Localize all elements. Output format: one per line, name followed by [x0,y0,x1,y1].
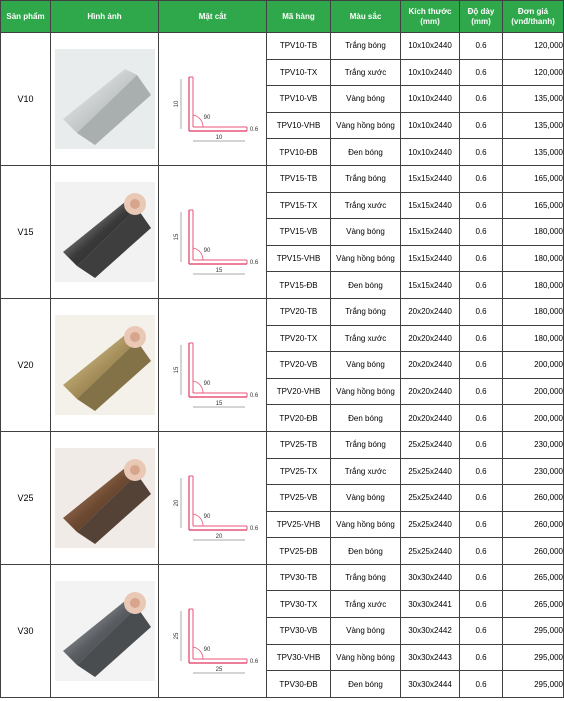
product-code-cell: TPV15-VHB [267,245,331,272]
product-image-cell [51,33,159,166]
price-cell: 265,000 [503,564,564,591]
dimension-a-label: 20 [173,499,180,507]
color-cell: Đen bóng [331,139,401,166]
thickness-cell: 0.6 [460,671,503,698]
thickness-cell: 0.6 [460,378,503,405]
angle-label: 90 [203,646,210,653]
product-code-cell: TPV30-VHB [267,644,331,671]
angle-label: 90 [203,247,210,254]
thickness-cell: 0.6 [460,325,503,352]
cross-section-cell [159,298,267,431]
size-cell: 25x25x2440 [401,458,460,485]
product-name-cell: V20 [1,298,51,431]
product-name-cell: V25 [1,431,51,564]
product-code-cell: TPV30-TB [267,564,331,591]
angle-arc [193,115,203,127]
product-code-cell: TPV25-VB [267,485,331,512]
cross-section-drawing [163,182,263,282]
product-image-cell [51,431,159,564]
thickness-cell: 0.6 [460,538,503,565]
thickness-cell: 0.6 [460,511,503,538]
product-name-cell: V30 [1,564,51,697]
angle-arc [193,248,203,260]
thickness-cell: 0.6 [460,272,503,299]
color-cell: Vàng hồng bóng [331,644,401,671]
size-cell: 15x15x2440 [401,165,460,192]
thickness-cell: 0.6 [460,618,503,645]
product-code-cell: TPV20-TX [267,325,331,352]
header-section: Mặt cắt [159,1,267,33]
header-price: Đơn giá (vnđ/thanh) [503,1,564,33]
product-photo [55,448,155,548]
thickness-cell: 0.6 [460,192,503,219]
cross-section-cell [159,564,267,697]
color-cell: Trắng xước [331,458,401,485]
price-cell: 295,000 [503,644,564,671]
thickness-cell: 0.6 [460,591,503,618]
product-code-cell: TPV25-TB [267,431,331,458]
product-code-cell: TPV30-TX [267,591,331,618]
dimension-a-label: 15 [173,233,180,241]
color-cell: Vàng bóng [331,485,401,512]
thickness-cell: 0.6 [460,86,503,113]
product-code-cell: TPV10-VHB [267,112,331,139]
product-code-cell: TPV20-ĐB [267,405,331,432]
thickness-cell: 0.6 [460,352,503,379]
product-code-cell: TPV25-ĐB [267,538,331,565]
thickness-cell: 0.6 [460,644,503,671]
rose-center [130,598,140,608]
product-image-cell [51,165,159,298]
color-cell: Trắng bóng [331,298,401,325]
color-cell: Vàng hồng bóng [331,511,401,538]
header-image: Hình ảnh [51,1,159,33]
header-product: Sản phẩm [1,1,51,33]
dimension-b-label: 15 [215,267,222,274]
price-cell: 180,000 [503,245,564,272]
thickness-cell: 0.6 [460,112,503,139]
color-cell: Đen bóng [331,671,401,698]
cross-section-cell [159,165,267,298]
product-code-cell: TPV15-ĐB [267,272,331,299]
price-cell: 200,000 [503,352,564,379]
dimension-b-label: 20 [215,533,222,540]
thickness-cell: 0.6 [460,165,503,192]
thickness-label: 0.6 [249,658,258,665]
price-cell: 295,000 [503,618,564,645]
color-cell: Vàng bóng [331,86,401,113]
size-cell: 30x30x2441 [401,591,460,618]
angle-arc [193,381,203,393]
price-cell: 260,000 [503,511,564,538]
color-cell: Trắng bóng [331,564,401,591]
price-cell: 180,000 [503,325,564,352]
size-cell: 10x10x2440 [401,86,460,113]
table-row [1,165,564,192]
color-cell: Đen bóng [331,272,401,299]
size-cell: 20x20x2440 [401,298,460,325]
color-cell: Đen bóng [331,405,401,432]
angle-arc [193,514,203,526]
product-image-cell [51,298,159,431]
thickness-label: 0.6 [249,392,258,399]
product-code-cell: TPV15-TB [267,165,331,192]
size-cell: 10x10x2440 [401,139,460,166]
size-cell: 10x10x2440 [401,112,460,139]
thickness-cell: 0.6 [460,59,503,86]
angle-label: 90 [203,380,210,387]
table-row [1,431,564,458]
product-image-cell [51,564,159,697]
price-cell: 180,000 [503,219,564,246]
color-cell: Vàng hồng bóng [331,378,401,405]
price-cell: 260,000 [503,485,564,512]
color-cell: Trắng xước [331,591,401,618]
product-photo [55,581,155,681]
price-cell: 120,000 [503,33,564,60]
color-cell: Trắng xước [331,325,401,352]
price-cell: 135,000 [503,86,564,113]
price-cell: 200,000 [503,378,564,405]
thickness-cell: 0.6 [460,219,503,246]
product-code-cell: TPV30-ĐB [267,671,331,698]
header-code: Mã hàng [267,1,331,33]
product-code-cell: TPV10-TB [267,33,331,60]
table-row [1,33,564,60]
thickness-cell: 0.6 [460,33,503,60]
size-cell: 30x30x2444 [401,671,460,698]
color-cell: Đen bóng [331,538,401,565]
size-cell: 25x25x2440 [401,511,460,538]
price-cell: 165,000 [503,165,564,192]
cross-section-drawing [163,315,263,415]
size-cell: 15x15x2440 [401,192,460,219]
price-cell: 265,000 [503,591,564,618]
rose-center [130,199,140,209]
thickness-cell: 0.6 [460,564,503,591]
size-cell: 30x30x2443 [401,644,460,671]
size-cell: 10x10x2440 [401,33,460,60]
rose-center [130,465,140,475]
angle-label: 90 [203,513,210,520]
size-cell: 20x20x2440 [401,378,460,405]
price-cell: 230,000 [503,458,564,485]
table-row [1,298,564,325]
header-color: Màu sắc [331,1,401,33]
product-code-cell: TPV25-VHB [267,511,331,538]
price-cell: 165,000 [503,192,564,219]
size-cell: 25x25x2440 [401,485,460,512]
dimension-a-label: 15 [173,366,180,374]
product-code-cell: TPV30-VB [267,618,331,645]
color-cell: Vàng bóng [331,618,401,645]
price-cell: 180,000 [503,298,564,325]
product-code-cell: TPV10-ĐB [267,139,331,166]
cross-section-drawing [163,49,263,149]
product-code-cell: TPV10-VB [267,86,331,113]
cross-section-cell [159,33,267,166]
product-code-cell: TPV25-TX [267,458,331,485]
price-cell: 295,000 [503,671,564,698]
thickness-cell: 0.6 [460,431,503,458]
table-row [1,564,564,591]
color-cell: Trắng xước [331,192,401,219]
color-cell: Trắng bóng [331,431,401,458]
cross-section-drawing [163,448,263,548]
price-cell: 135,000 [503,112,564,139]
price-cell: 135,000 [503,139,564,166]
thickness-cell: 0.6 [460,298,503,325]
size-cell: 25x25x2440 [401,538,460,565]
thickness-label: 0.6 [249,525,258,532]
product-photo [55,315,155,415]
dimension-b-label: 10 [215,134,222,141]
size-cell: 15x15x2440 [401,219,460,246]
thickness-label: 0.6 [249,126,258,133]
price-cell: 120,000 [503,59,564,86]
header-thickness: Độ dày (mm) [460,1,503,33]
price-cell: 230,000 [503,431,564,458]
product-code-cell: TPV20-VHB [267,378,331,405]
size-cell: 15x15x2440 [401,245,460,272]
size-cell: 20x20x2440 [401,325,460,352]
color-cell: Vàng hồng bóng [331,245,401,272]
color-cell: Vàng bóng [331,219,401,246]
cross-section-drawing [163,581,263,681]
thickness-cell: 0.6 [460,139,503,166]
product-code-cell: TPV15-VB [267,219,331,246]
color-cell: Trắng bóng [331,165,401,192]
size-cell: 30x30x2440 [401,564,460,591]
product-code-cell: TPV20-VB [267,352,331,379]
color-cell: Vàng bóng [331,352,401,379]
product-code-cell: TPV10-TX [267,59,331,86]
price-cell: 260,000 [503,538,564,565]
product-name-cell: V15 [1,165,51,298]
thickness-label: 0.6 [249,259,258,266]
size-cell: 20x20x2440 [401,352,460,379]
size-cell: 10x10x2440 [401,59,460,86]
size-cell: 25x25x2440 [401,431,460,458]
product-name-cell: V10 [1,33,51,166]
thickness-cell: 0.6 [460,485,503,512]
color-cell: Trắng xước [331,59,401,86]
header-size: Kích thước (mm) [401,1,460,33]
size-cell: 30x30x2442 [401,618,460,645]
rose-center [130,332,140,342]
price-cell: 200,000 [503,405,564,432]
product-code-cell: TPV15-TX [267,192,331,219]
color-cell: Trắng bóng [331,33,401,60]
cross-section-cell [159,431,267,564]
product-code-cell: TPV20-TB [267,298,331,325]
size-cell: 15x15x2440 [401,272,460,299]
price-cell: 180,000 [503,272,564,299]
dimension-b-label: 25 [215,666,222,673]
dimension-a-label: 25 [173,632,180,640]
thickness-cell: 0.6 [460,405,503,432]
product-photo [55,49,155,149]
product-photo [55,182,155,282]
angle-label: 90 [203,114,210,121]
dimension-b-label: 15 [215,400,222,407]
table-body [1,33,564,698]
color-cell: Vàng hồng bóng [331,112,401,139]
thickness-cell: 0.6 [460,458,503,485]
header-row [1,1,564,33]
thickness-cell: 0.6 [460,245,503,272]
angle-arc [193,647,203,659]
dimension-a-label: 10 [173,100,180,108]
size-cell: 20x20x2440 [401,405,460,432]
